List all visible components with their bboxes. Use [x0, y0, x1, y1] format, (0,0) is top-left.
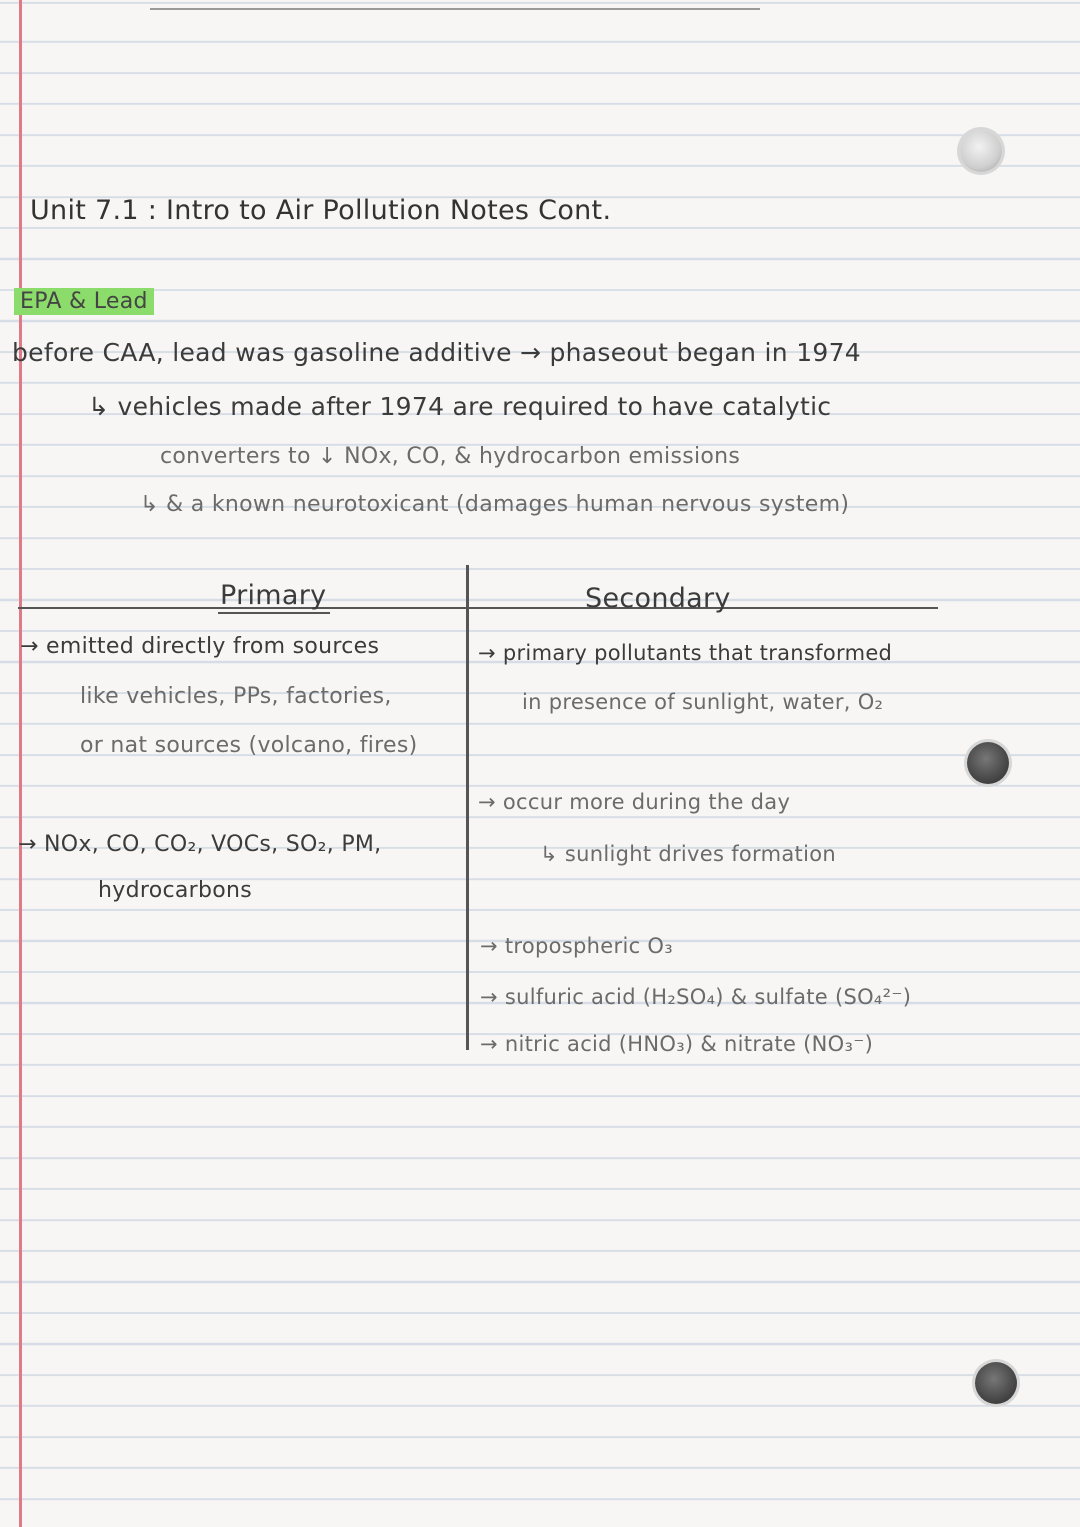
page-top-edge — [150, 8, 760, 10]
secondary-line-2: in presence of sunlight, water, O₂ — [522, 690, 884, 714]
table-divider — [466, 565, 469, 1050]
secondary-line-5: → tropospheric O₃ — [480, 934, 673, 958]
margin-line — [19, 0, 22, 1527]
primary-line-3: or nat sources (volcano, fires) — [80, 733, 418, 758]
primary-line-2: like vehicles, PPs, factories, — [80, 684, 392, 709]
primary-header: Primary — [220, 580, 327, 611]
primary-line-5: hydrocarbons — [98, 878, 253, 903]
binder-hole-bottom — [975, 1362, 1017, 1404]
lead-note-1: before CAA, lead was gasoline additive → phaseout began in 1974 — [12, 338, 862, 367]
secondary-line-3: → occur more during the day — [478, 790, 791, 814]
secondary-line-1: → primary pollutants that transformed — [478, 641, 893, 665]
lead-note-3: converters to ↓ NOx, CO, & hydrocarbon emissions — [160, 444, 741, 469]
secondary-line-7: → nitric acid (HNO₃) & nitrate (NO₃⁻) — [480, 1032, 874, 1056]
primary-header-underline — [218, 612, 330, 614]
primary-line-1: → emitted directly from sources — [20, 634, 380, 659]
secondary-line-6: → sulfuric acid (H₂SO₄) & sulfate (SO₄²⁻) — [480, 985, 912, 1009]
binder-hole-middle — [967, 742, 1009, 784]
page-title: Unit 7.1 : Intro to Air Pollution Notes Cont. — [30, 195, 612, 226]
table-header-line — [18, 607, 938, 609]
section-heading: EPA & Lead — [14, 288, 154, 315]
secondary-header: Secondary — [585, 583, 731, 614]
binder-hole-top — [960, 130, 1002, 172]
primary-line-4: → NOx, CO, CO₂, VOCs, SO₂, PM, — [18, 832, 382, 857]
lead-note-4: ↳ & a known neurotoxicant (damages human nervous system) — [140, 492, 850, 517]
lead-note-2: ↳ vehicles made after 1974 are required to have catalytic — [88, 392, 832, 421]
secondary-line-4: ↳ sunlight drives formation — [540, 842, 836, 866]
